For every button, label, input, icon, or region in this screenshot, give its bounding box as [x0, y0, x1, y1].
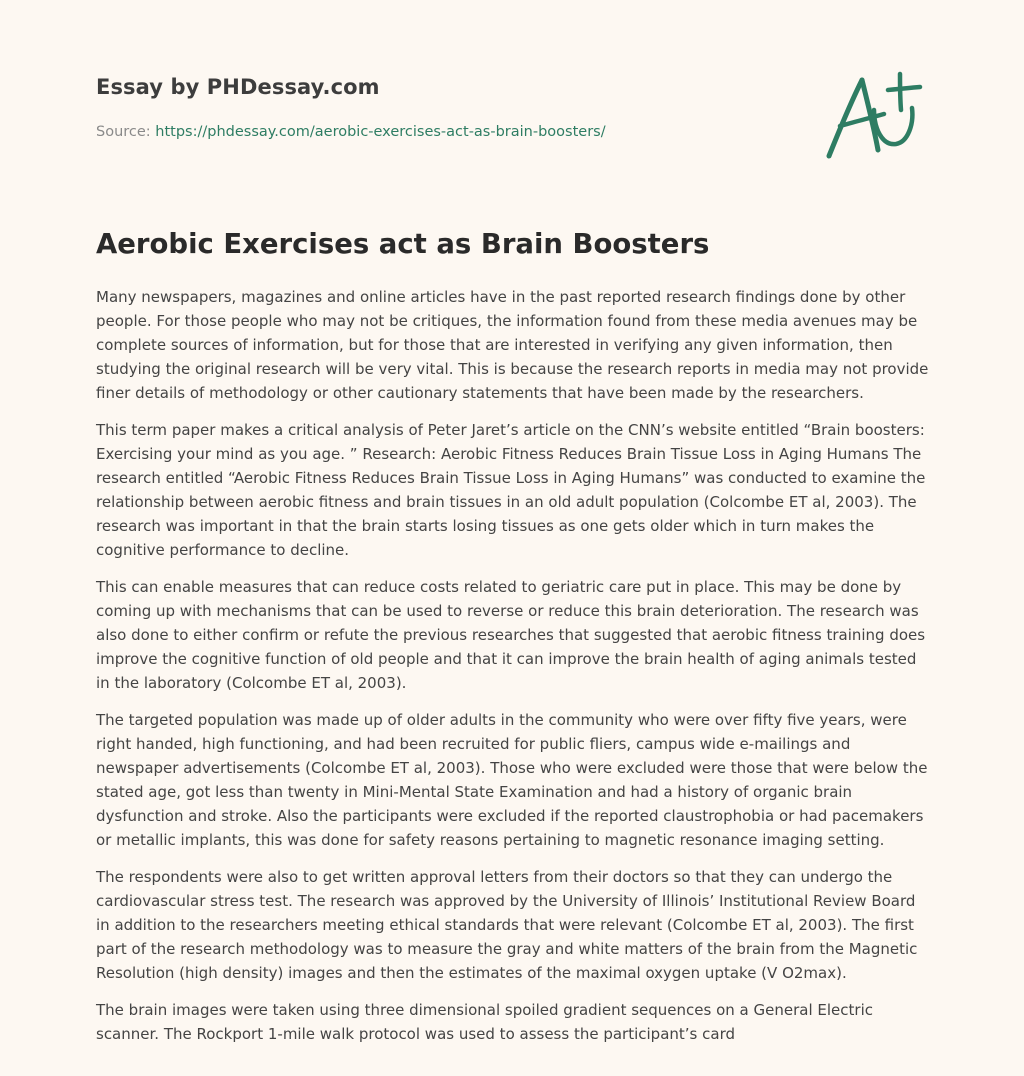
source-link[interactable]: https://phdessay.com/aerobic-exercises-act-as-brain-boosters/ — [155, 124, 606, 140]
source-line — [96, 124, 606, 140]
essay-paragraph: This term paper makes a critical analysis of Peter Jaret’s article on the CNN’s website entitled “Brain boosters: Exercising your mind as you age. ” Research: Aerobic Fitness Reduces Brain Tissue Loss in Aging Humans The research entitled “Aerobic Fitness Reduces Brain Tissue Loss in Aging Humans” was conducted to examine the relationship between aerobic fitness and brain tissues in an old adult population (Colcombe ET al, 2003). The research was important in that the brain starts losing tissues as one gets older which in turn makes the cognitive performance to decline. — [96, 421, 926, 559]
brand-title: Essay by PHDessay.com — [96, 75, 380, 99]
essay-paragraph: The brain images were taken using three dimensional spoiled gradient sequences on a General Electric scanner. The Rockport 1-mile walk protocol was used to assess the participant’s card — [96, 1001, 873, 1043]
essay-paragraph: The respondents were also to get written approval letters from their doctors so that they can undergo the cardiovascular stress test. The research was approved by the University of Illinois’ Institutional Review Board in addition to the researchers meeting ethical standards that were relevant (Colcombe ET al, 2003). The first part of the research methodology was to measure the gray and white matters of the brain from the Magnetic Resolution (high density) images and then the estimates of the maximal oxygen uptake (V O2max). — [96, 868, 918, 982]
a-plus-logo-icon — [824, 68, 928, 164]
page-header — [96, 0, 928, 200]
essay-body — [96, 285, 932, 1059]
essay-paragraph: This can enable measures that can reduce costs related to geriatric care put in place. This may be done by coming up with mechanisms that can be used to reverse or reduce this brain deterioration. The research was also done to either confirm or refute the previous researches that suggested that aerobic fitness training does improve the cognitive function of old people and that it can improve the brain health of aging animals tested in the laboratory (Colcombe ET al, 2003). — [96, 578, 926, 692]
source-label: Source: — [96, 124, 156, 140]
essay-title: Aerobic Exercises act as Brain Boosters — [96, 228, 710, 260]
essay-paragraph: The targeted population was made up of older adults in the community who were over fifty five years, were right handed, high functioning, and had been recruited for public fliers, campus wide e-mailings and newspaper advertisements (Colcombe ET al, 2003). Those who were excluded were those that were below the stated age, got less than twenty in Mini-Mental State Examination and had a history of organic brain dysfunction and stroke. Also the participants were excluded if the reported claustrophobia or had pacemakers or metallic implants, this was done for safety reasons pertaining to magnetic resonance imaging setting. — [96, 711, 928, 849]
essay-paragraph: Many newspapers, magazines and online articles have in the past reported research findings done by other people. For those people who may not be critiques, the information found from these media avenues may be complete sources of information, but for those that are interested in verifying any given information, then studying the original research will be very vital. This is because the research reports in media may not provide finer details of methodology or other cautionary statements that have been made by the researchers. — [96, 288, 929, 402]
essay-page — [96, 0, 929, 1043]
